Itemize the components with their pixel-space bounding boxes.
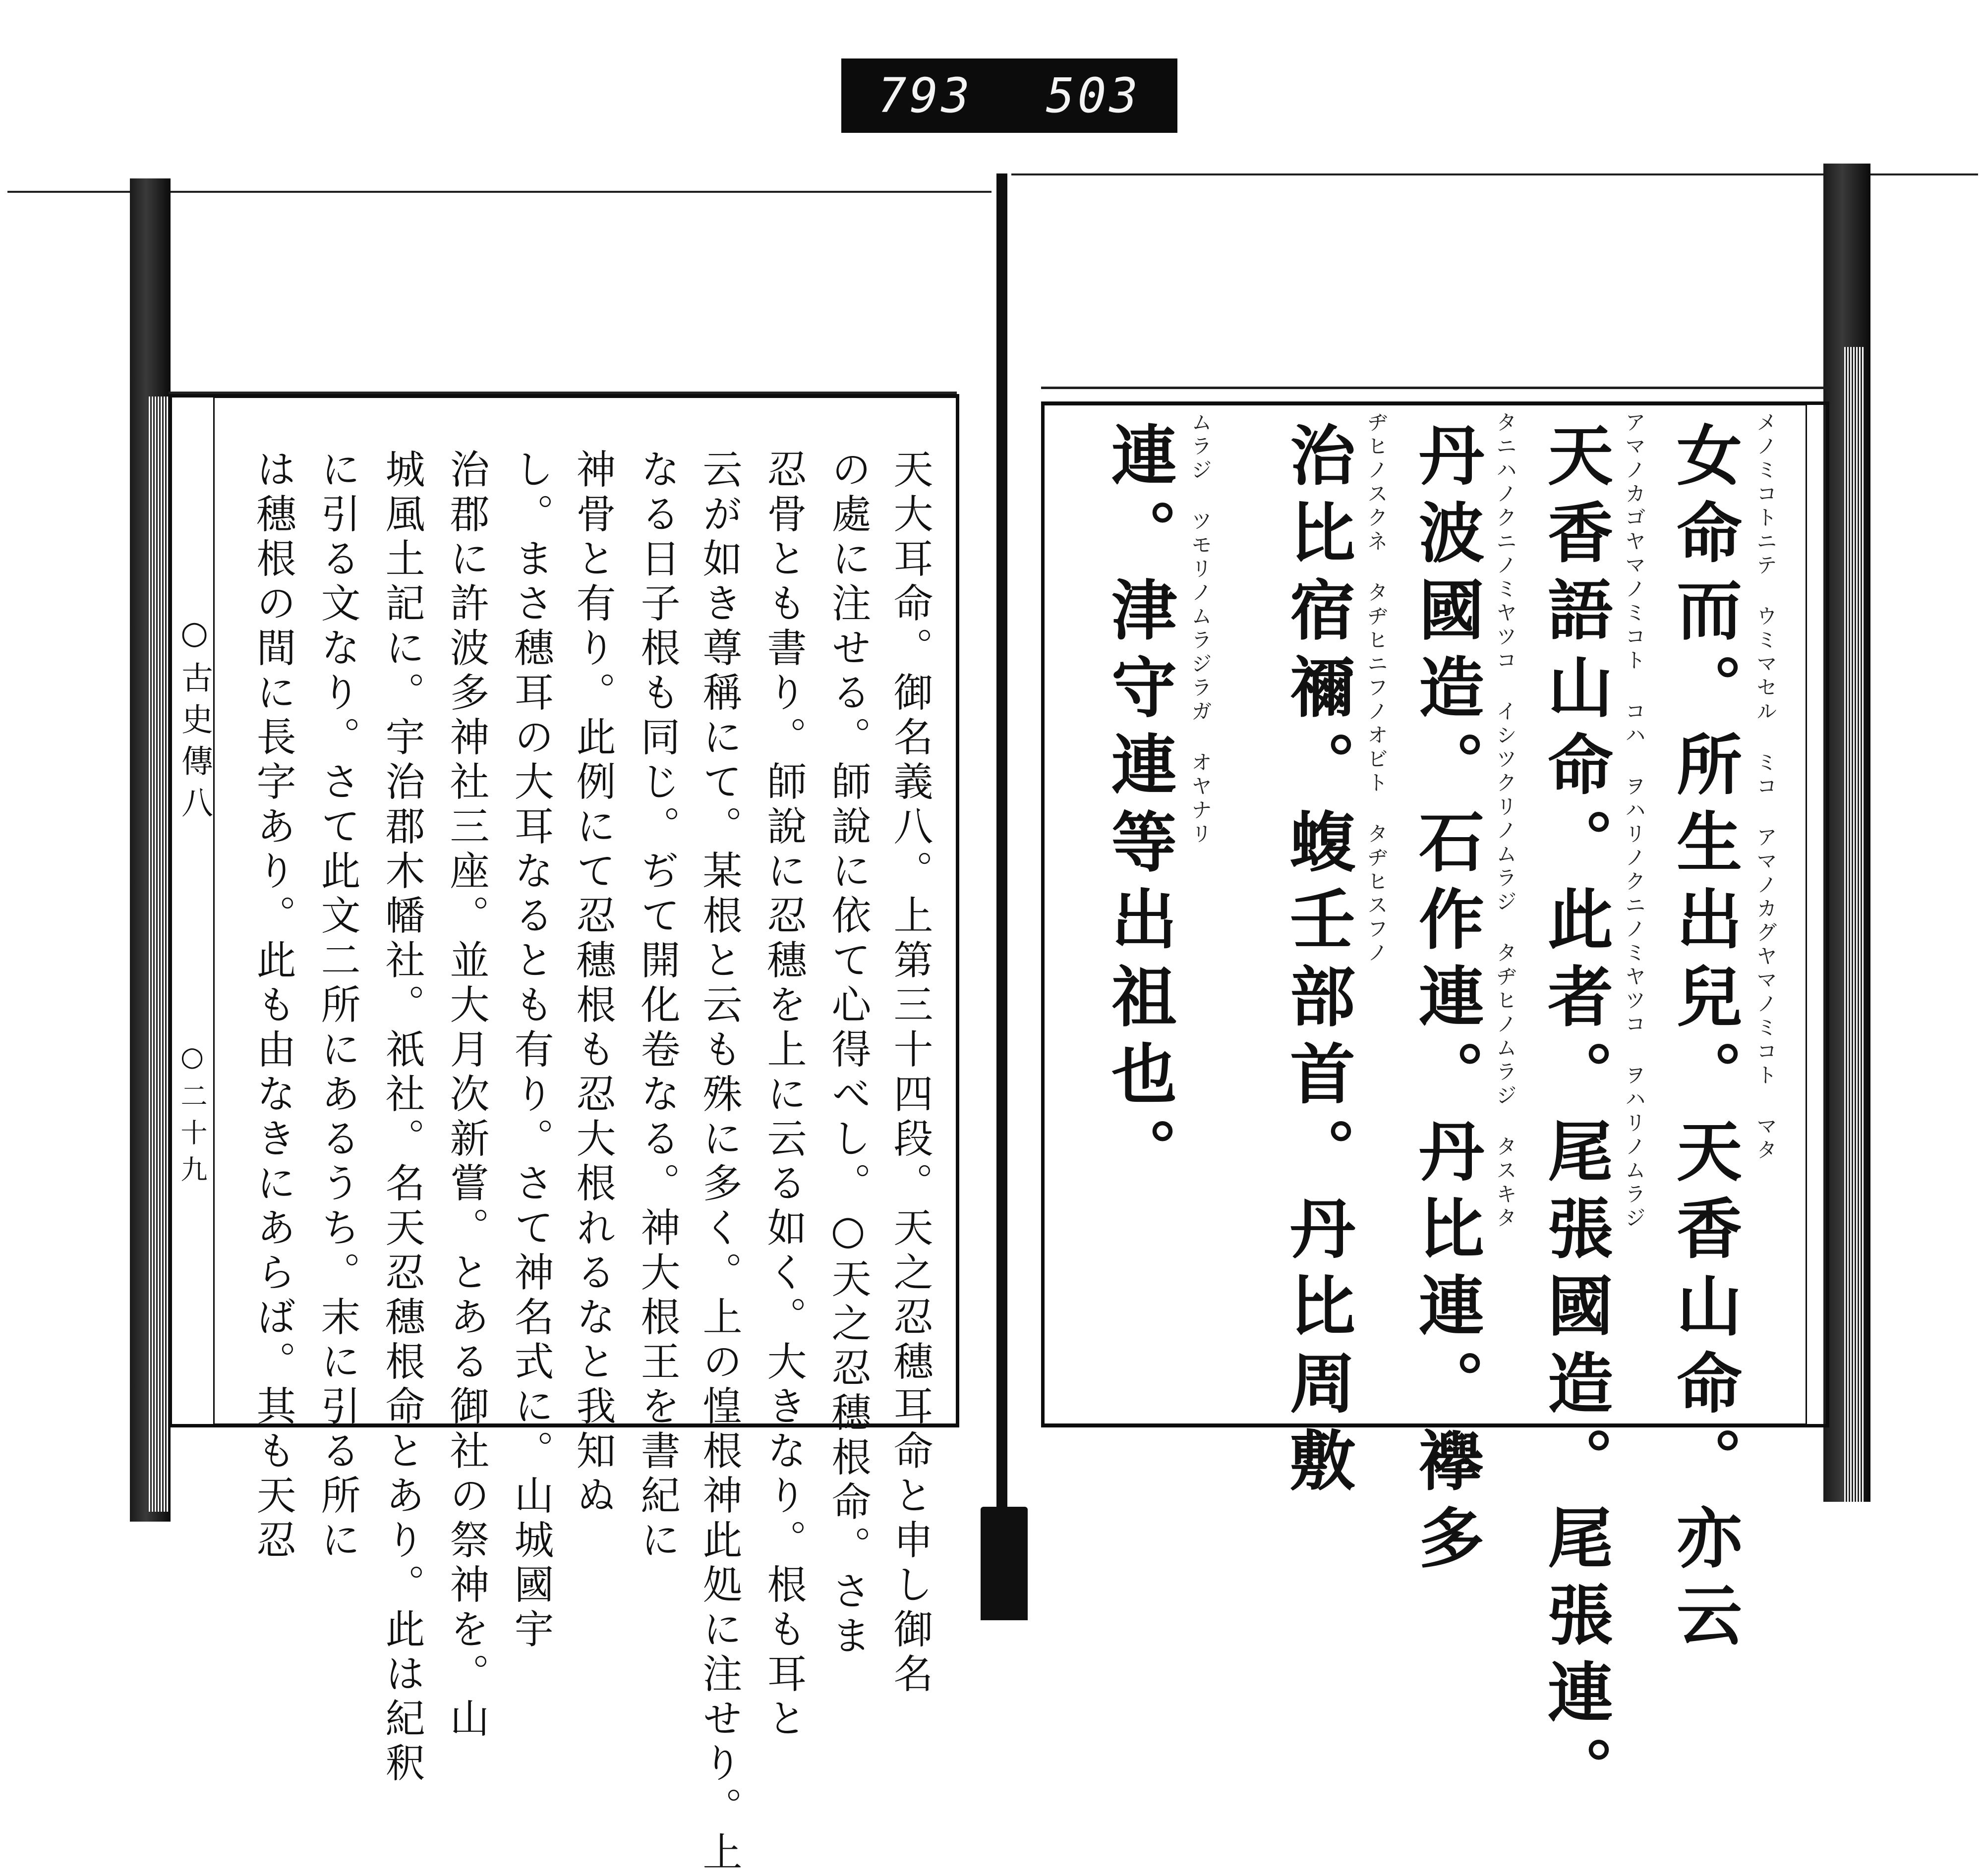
book-spine (996, 173, 1007, 1512)
left-col-11: は穗根の間に長字あり。此も由なきにあらば。其も天忍 (250, 449, 296, 1564)
left-page-number: ○二十九 (176, 1041, 208, 1192)
right-col-2: 天香語山命。此者。尾張國造。尾張連。 (1536, 421, 1613, 1813)
frame-number-left: 793 (877, 68, 973, 123)
left-page-side-title: ○古史傳八 (176, 615, 213, 828)
frame-number-label (841, 58, 1177, 133)
right-col-2-furigana: アマノカゴヤマノミコト コハ ヲハリノクニノミヤツコ ヲハリノムラジ (1622, 411, 1646, 1231)
right-col-1: 女命而。所生出兒。天香山命。亦云 (1665, 421, 1742, 1658)
right-page-top-rule (1041, 387, 1829, 389)
left-col-6: 神骨と有り。此例にて忍穗根も忍大根れるなと我知ぬ (570, 449, 616, 1519)
left-col-5: なる日子根も同じ。ぢて開化卷なる。神大根王を書紀に (634, 449, 680, 1564)
right-col-5-furigana: ムラジ ツモリノムラジラガ オヤナリ (1188, 411, 1213, 847)
book-edge-left-stripes (149, 397, 169, 1512)
left-col-2: の處に注せる。師說に依て心得べし。○天之忍穗根命。さま (825, 449, 871, 1659)
left-col-8: 治郡に許波多神社三座。並大月次新嘗。とある御社の祭神を。山 (443, 449, 489, 1742)
book-edge-right-stripes (1844, 347, 1864, 1502)
right-col-3-furigana: タニハノクニノミヤツコ イシツクリノムラジ タヂヒノムラジ タスキタ (1493, 411, 1517, 1231)
right-col-3: 丹波國造。石作連。丹比連。襷多 (1407, 421, 1484, 1581)
right-col-4-furigana: ヂヒノスクネ タヂヒニフノオビト タヂヒスフノ (1364, 411, 1389, 966)
left-col-9: 城風土記に。宇治郡木幡社。祇社。名天忍穗根命とあり。此は紀釈 (379, 449, 425, 1787)
left-col-4: 云が如き尊稱にて。某根と云も殊に多く。上の惶根神此処に注せり。上 (696, 449, 742, 1876)
binder-clip (981, 1507, 1028, 1620)
left-col-10: に引る文なり。さて此文二所にあるうち。末に引る所に (314, 449, 360, 1564)
left-col-3: 忍骨とも書り。師說に忍穗を上に云る如く。大きなり。根も耳と (760, 449, 807, 1742)
right-col-4: 治比宿禰。蝮壬部首。丹比周敷 (1279, 421, 1355, 1504)
right-col-1-furigana: メノミコトニテ ウミマセル ミコ アマノカグヤマノミコト マタ (1753, 411, 1778, 1163)
left-col-1: 天大耳命。御名義八。上第三十四段。天之忍穗耳命と申し御名 (887, 449, 933, 1698)
frame-number-right: 503 (1046, 68, 1141, 123)
left-col-7: し。まさ穗耳の大耳なるとも有り。さて神名式に。山城國宇 (508, 449, 554, 1653)
right-col-5: 連。津守連等出祖也。 (1100, 421, 1176, 1194)
